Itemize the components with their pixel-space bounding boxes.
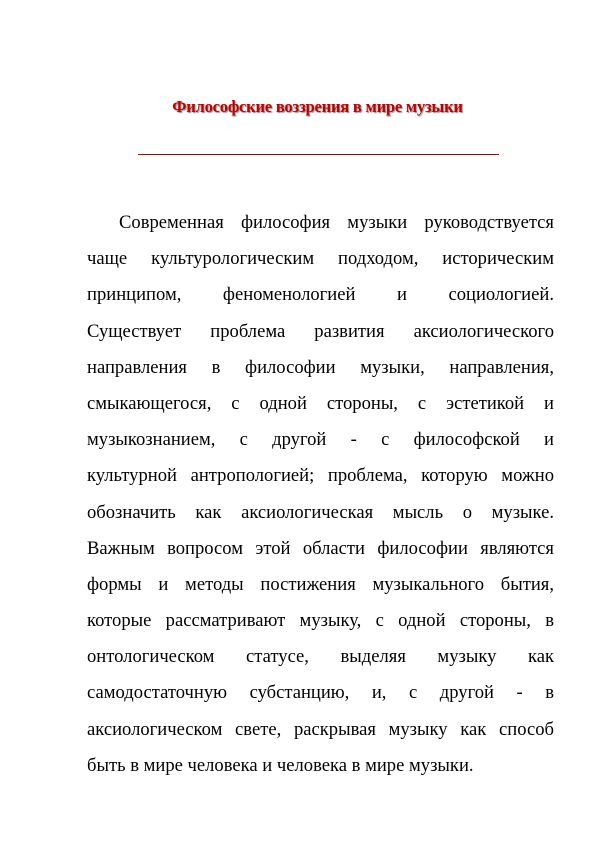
paragraph-line: самодостаточную субстанцию, и, с другой - в xyxy=(87,682,554,704)
paragraph-line: чаще культурологическим подходом, историческим xyxy=(87,248,554,270)
paragraph-line: музыкознанием, с другой - с философской и xyxy=(87,429,554,451)
paragraph-line: смыкающегося, с одной стороны, с эстетикой и xyxy=(87,392,554,414)
paragraph-line: которые рассматривают музыку, с одной стороны, в xyxy=(87,610,554,632)
document-title: Философские воззрения в мире музыки xyxy=(172,97,463,116)
paragraph-line: быть в мире человека и человека в мире музыки. xyxy=(87,754,474,776)
title-underline-rule xyxy=(138,154,499,155)
paragraph-line: формы и методы постижения музыкального бытия, xyxy=(87,573,554,595)
paragraph-line: Существует проблема развития аксиологического xyxy=(87,320,554,342)
paragraph-line: принципом, феноменологией и социологией. xyxy=(87,284,554,306)
paragraph-line: направления в философии музыки, направления, xyxy=(87,356,554,378)
body-paragraph xyxy=(87,205,554,784)
paragraph-line: Современная философия музыки руководствуется xyxy=(119,212,554,233)
paragraph-line: культурной антропологией; проблема, которую можно xyxy=(87,465,554,487)
paragraph-line: аксиологическом свете, раскрывая музыку как способ xyxy=(87,718,554,740)
paragraph-line: онтологическом статусе, выделяя музыку как xyxy=(87,646,554,668)
paragraph-line: обозначить как аксиологическая мысль о музыке. xyxy=(87,501,554,523)
paragraph-line: Важным вопросом этой области философии являются xyxy=(87,537,554,559)
